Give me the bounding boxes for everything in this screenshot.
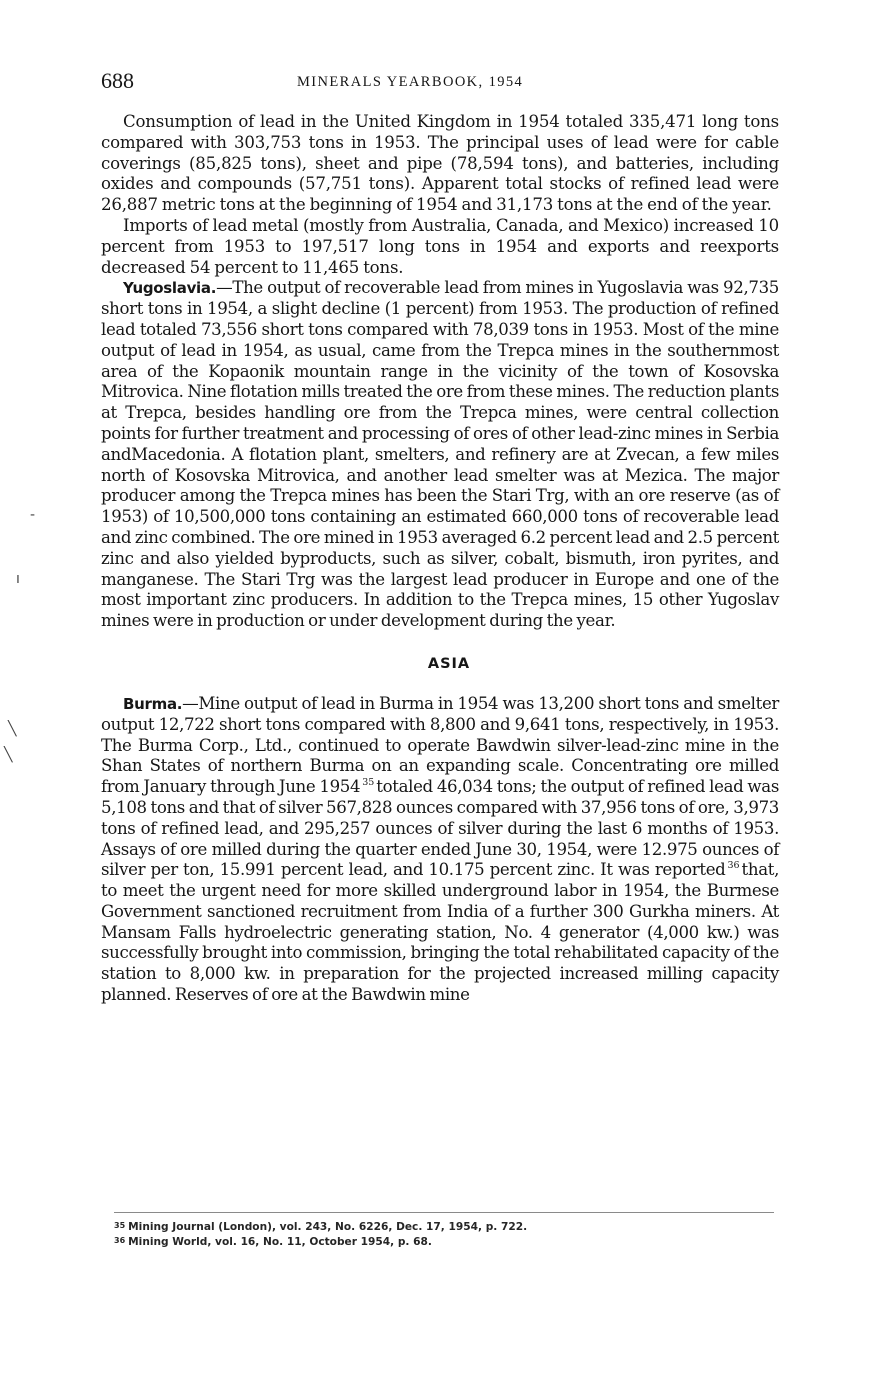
footnote-ref-36[interactable]: 36 bbox=[727, 860, 740, 872]
burma-lead-in: Burma. bbox=[123, 694, 183, 713]
burma-text-part1: —Mine output of lead in Burma in 1954 was 13,200 short tons and smelter output 12,722 short tons compared with 8,800 and 9,641 tons, respectively, in 1953. The Burma Corp., Ltd., continued to operate Bawdwin silver-lead-zinc mine in the Shan States of northern Burma on an expanding scale. Concentrating ore milled from January through June 1954 bbox=[101, 693, 779, 797]
section-heading-asia: ASIA bbox=[427, 655, 471, 672]
burma-text-part2: totaled 46,034 tons; the output of refined lead was 5,108 tons and that of silver 567,828 ounces compared with 37,956 tons of ore, 3,973 tons of refined lead, and 295,257 ounces of silver during the last 6 months of 1953. Assays of ore milled during the quarter ended June 30, 1954, were 12.975 ounces of silver per ton, 15.991 percent lead, and 10.175 percent zinc. It was reported bbox=[101, 777, 779, 880]
footnote-ref-35[interactable]: 35 bbox=[362, 777, 375, 789]
yugoslavia-lead-in: Yugoslavia. bbox=[123, 279, 217, 298]
yugoslavia-text: —The output of recoverable lead from mines in Yugoslavia was 92,735 short tons in 1954, a slight decline (1 percent) from 1953. The production of refined lead totaled 73,556 short tons compared with 78,039 tons in 1953. Most of the mine output of lead in 1954, as usual, came from the Trepca mines in the southernmost area of the Kopaonik mountain range in the vicinity of the town of Kosovska Mitrovica. Nine flotation mills treated the ore from these mines. The reduction plants at Trepca, besides handling ore from the Trepca mines, were central collection points for further treatment and processing of ores of other lead-zinc mines in Serbia andMacedonia. A flotation plant, smelters, and refinery are at Zvecan, a few miles north of Kosovska Mitrovica, and another lead smelter was at Mezica. The major producer among the Trepca mines has been the Stari Trg, with an ore reserve (as of 1953) of 10,500,000 tons containing an estimated 660,000 tons of recoverable lead and zinc combined. The ore mined in 1953 averaged 6.2 percent lead and 2.5 percent zinc and also yielded byproducts, such as silver, cobalt, bismuth, iron pyrites, and manganese. The Stari Trg was the largest lead producer in Europe and one of the most important zinc producers. In addition to the Trepca mines, 15 other Yugoslav mines were in production or under development during the year. bbox=[101, 278, 779, 631]
scan-margin-mark: ‐ bbox=[30, 507, 36, 523]
paragraph-burma bbox=[101, 694, 779, 1006]
footnote-35 bbox=[114, 1219, 774, 1234]
footnote-mark: 36 bbox=[114, 1236, 126, 1245]
page-number: 688 bbox=[101, 68, 134, 93]
scan-margin-mark: ╲ bbox=[8, 721, 17, 737]
paragraph-uk-imports: Imports of lead metal (mostly from Australia, Canada, and Mexico) increased 10 percent from 1953 to 197,517 long tons in 1954 and exports and reexports decreased 54 percent to 11,465 tons. bbox=[101, 215, 779, 277]
paragraph-uk-consumption: Consumption of lead in the United Kingdom in 1954 totaled 335,471 long tons compared with 303,753 tons in 1953. The principal uses of lead were for cable coverings (85,825 tons), sheet and pipe (78,594 tons), and batteries, including oxides and compounds (57,751 tons). Apparent total stocks of refined lead were 26,887 metric tons at the beginning of 1954 and 31,173 tons at the end of the year. bbox=[101, 112, 779, 215]
scan-margin-mark: ╲ bbox=[4, 747, 13, 763]
paragraph-yugoslavia bbox=[101, 278, 779, 632]
footnote-text: Mining World, vol. 16, No. 11, October 1954, p. 68. bbox=[128, 1236, 432, 1248]
body-text bbox=[101, 112, 779, 1006]
burma-text-part3: that, to meet the urgent need for more skilled underground labor in 1954, the Burmese Government sanctioned recruitment from India of a further 300 Gurkha miners. At Mansam Falls hydroelectric generating station, No. 4 generator (4,000 kw.) was successfully brought into commission, bringing the total rehabilitated capacity of the station to 8,000 kw. in preparation for the projected increased milling capacity planned. Reserves of ore at the Bawdwin mine bbox=[101, 860, 779, 1005]
scan-margin-mark: ı bbox=[16, 571, 20, 587]
footnote-36 bbox=[114, 1234, 774, 1249]
running-head bbox=[101, 68, 781, 98]
footnotes bbox=[114, 1212, 774, 1249]
running-title: MINERALS YEARBOOK, 1954 bbox=[297, 74, 524, 90]
footnote-text: Mining Journal (London), vol. 243, No. 6226, Dec. 17, 1954, p. 722. bbox=[128, 1221, 528, 1233]
footnote-mark: 35 bbox=[114, 1221, 126, 1230]
